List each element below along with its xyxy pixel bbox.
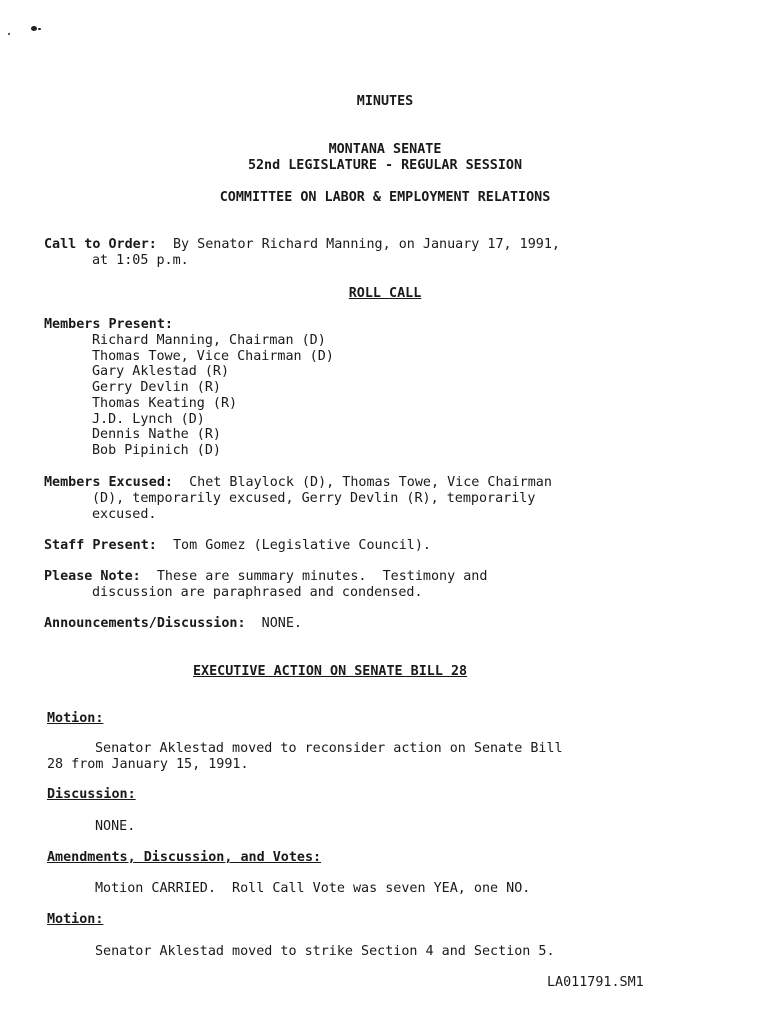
member-item: Gerry Devlin (R) (92, 380, 221, 395)
doc-title: MINUTES (356, 94, 414, 109)
members-present-label: Members Present: (44, 317, 173, 332)
scan-speck (31, 26, 37, 31)
member-item: Thomas Keating (R) (92, 396, 238, 411)
call-to-order (44, 237, 560, 253)
member-item: Bob Pipinich (D) (92, 443, 221, 458)
motion-label: Motion: (47, 711, 104, 726)
please-note: Please Note: These are summary minutes. Testimony and (44, 569, 488, 584)
member-item: Gary Aklestad (R) (92, 364, 230, 379)
please-note-line2: discussion are paraphrased and condensed. (92, 585, 423, 600)
members-excused-line2: (D), temporarily excused, Gerry Devlin (R), temporarily (92, 491, 536, 506)
members-excused: Members Excused: Chet Blaylock (D), Thomas Towe, Vice Chairman (44, 475, 552, 490)
motion-text: Senator Aklestad moved to reconsider action on Senate Bill (95, 741, 563, 756)
amendments-text: Motion CARRIED. Roll Call Vote was seven YEA, one NO. (95, 881, 531, 896)
member-item: J.D. Lynch (D) (92, 412, 205, 427)
staff-present: Staff Present: Tom Gomez (Legislative Council). (44, 538, 431, 553)
executive-action-heading: EXECUTIVE ACTION ON SENATE BILL 28 (193, 664, 468, 679)
member-item: Dennis Nathe (R) (92, 427, 221, 442)
discussion-text: NONE. (95, 819, 136, 834)
discussion-label: Discussion: (47, 787, 136, 802)
call-to-order-text: By Senator Richard Manning, on January 17, 1991, (173, 237, 560, 252)
motion-label-2: Motion: (47, 912, 104, 927)
motion-text-line2: 28 from January 15, 1991. (47, 757, 249, 772)
member-item: Richard Manning, Chairman (D) (92, 333, 326, 348)
doc-committee: COMMITTEE ON LABOR & EMPLOYMENT RELATIONS (219, 190, 551, 205)
scan-speck (38, 28, 41, 30)
doc-code: LA011791.SM1 (547, 975, 644, 990)
member-item: Thomas Towe, Vice Chairman (D) (92, 349, 334, 364)
doc-session: 52nd LEGISLATURE - REGULAR SESSION (247, 158, 523, 173)
announcements: Announcements/Discussion: NONE. (44, 616, 302, 631)
call-to-order-label: Call to Order: (44, 237, 157, 252)
doc-body: MONTANA SENATE (328, 142, 442, 157)
motion-text-2: Senator Aklestad moved to strike Section 4 and Section 5. (95, 944, 555, 959)
call-to-order-time: at 1:05 p.m. (92, 253, 189, 268)
members-excused-line3: excused. (92, 507, 157, 522)
amendments-label: Amendments, Discussion, and Votes: (47, 850, 322, 865)
roll-call-heading: ROLL CALL (348, 286, 422, 301)
scan-speck (8, 33, 10, 35)
